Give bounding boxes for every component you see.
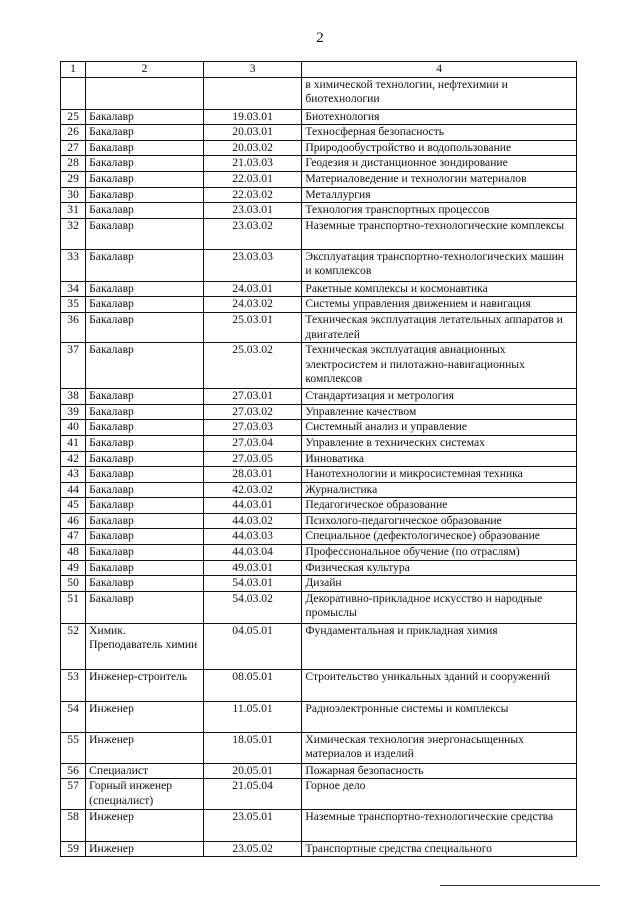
code-cell: 24.03.02 (203, 297, 302, 313)
qualification-cell: Инженер (86, 841, 204, 857)
row-number: 42 (61, 451, 86, 467)
qualification-cell: Бакалавр (86, 482, 204, 498)
qualification-cell: Бакалавр (86, 281, 204, 297)
code-cell: 27.03.02 (203, 404, 302, 420)
table-row (61, 560, 577, 576)
row-number: 27 (61, 140, 86, 156)
row-number: 41 (61, 435, 86, 451)
qualification-cell: Бакалавр (86, 467, 204, 483)
row-number: 31 (61, 203, 86, 219)
code-cell: 04.05.01 (203, 623, 302, 669)
qualification-cell: Бакалавр (86, 249, 204, 281)
program-name-cell: Техническая эксплуатация авиационных электросистем и пилотажно-навигационных комплексов (302, 343, 577, 389)
table-row (61, 623, 577, 669)
code-cell: 11.05.01 (203, 701, 302, 732)
code-cell: 25.03.01 (203, 312, 302, 342)
row-number: 39 (61, 404, 86, 420)
table-row (61, 218, 577, 249)
code-cell: 21.05.04 (203, 779, 302, 809)
qualification-cell: Бакалавр (86, 297, 204, 313)
program-name-cell: Наземные транспортно-технологические средства (302, 809, 577, 841)
row-number: 52 (61, 623, 86, 669)
row-number: 56 (61, 763, 86, 779)
program-name-cell: Стандартизация и метрология (302, 389, 577, 405)
code-cell (203, 77, 302, 109)
code-cell: 54.03.01 (203, 576, 302, 592)
qualification-cell: Бакалавр (86, 187, 204, 203)
program-name-cell: Профессиональное обучение (по отраслям) (302, 545, 577, 561)
code-cell: 19.03.01 (203, 109, 302, 125)
program-name-cell: Материаловедение и технологии материалов (302, 171, 577, 187)
qualification-cell: Бакалавр (86, 576, 204, 592)
code-cell: 44.03.01 (203, 498, 302, 514)
row-number: 46 (61, 513, 86, 529)
qualification-cell: Инженер (86, 732, 204, 763)
table-row (61, 125, 577, 141)
qualification-cell: Бакалавр (86, 529, 204, 545)
table-row (61, 312, 577, 342)
program-name-cell: Специальное (дефектологическое) образование (302, 529, 577, 545)
program-name-cell: в химической технологии, нефтехимии и биотехнологии (302, 77, 577, 109)
column-header-1: 1 (61, 62, 86, 78)
code-cell: 18.05.01 (203, 732, 302, 763)
row-number: 28 (61, 156, 86, 172)
row-number: 40 (61, 420, 86, 436)
program-name-cell: Педагогическое образование (302, 498, 577, 514)
table-row (61, 576, 577, 592)
program-name-cell: Дизайн (302, 576, 577, 592)
code-cell: 44.03.03 (203, 529, 302, 545)
program-name-cell: Фундаментальная и прикладная химия (302, 623, 577, 669)
table-row (61, 109, 577, 125)
qualification-cell: Бакалавр (86, 218, 204, 249)
row-number: 45 (61, 498, 86, 514)
table-row (61, 529, 577, 545)
code-cell: 22.03.01 (203, 171, 302, 187)
program-name-cell: Транспортные средства специального (302, 841, 577, 857)
code-cell: 44.03.02 (203, 513, 302, 529)
row-number: 30 (61, 187, 86, 203)
row-number: 49 (61, 560, 86, 576)
program-name-cell: Пожарная безопасность (302, 763, 577, 779)
qualification-cell: Бакалавр (86, 109, 204, 125)
table-row (61, 389, 577, 405)
qualification-cell: Бакалавр (86, 498, 204, 514)
program-name-cell: Инноватика (302, 451, 577, 467)
code-cell: 23.03.03 (203, 249, 302, 281)
qualification-cell: Бакалавр (86, 560, 204, 576)
qualification-cell: Бакалавр (86, 591, 204, 623)
program-name-cell: Системы управления движением и навигация (302, 297, 577, 313)
code-cell: 23.03.01 (203, 203, 302, 219)
table-row (61, 841, 577, 857)
row-number: 26 (61, 125, 86, 141)
row-number: 36 (61, 312, 86, 342)
row-number: 51 (61, 591, 86, 623)
program-name-cell: Нанотехнологии и микросистемная техника (302, 467, 577, 483)
table-row (61, 763, 577, 779)
row-number: 34 (61, 281, 86, 297)
program-name-cell: Природообустройство и водопользование (302, 140, 577, 156)
table-row (61, 281, 577, 297)
row-number: 38 (61, 389, 86, 405)
bottom-rule (440, 885, 600, 886)
row-number: 32 (61, 218, 86, 249)
table-row (61, 171, 577, 187)
row-number: 59 (61, 841, 86, 857)
row-number: 48 (61, 545, 86, 561)
code-cell: 23.05.01 (203, 809, 302, 841)
code-cell: 42.03.02 (203, 482, 302, 498)
qualification-cell: Бакалавр (86, 343, 204, 389)
table-row (61, 249, 577, 281)
row-number: 57 (61, 779, 86, 809)
column-header-4: 4 (302, 62, 577, 78)
program-name-cell: Биотехнология (302, 109, 577, 125)
program-name-cell: Ракетные комплексы и космонавтика (302, 281, 577, 297)
page-number: 2 (316, 30, 324, 46)
program-name-cell: Управление качеством (302, 404, 577, 420)
table-row (61, 435, 577, 451)
qualification-cell: Бакалавр (86, 404, 204, 420)
code-cell: 27.03.05 (203, 451, 302, 467)
code-cell: 25.03.02 (203, 343, 302, 389)
row-number: 50 (61, 576, 86, 592)
qualification-cell: Инженер (86, 809, 204, 841)
program-name-cell: Радиоэлектронные системы и комплексы (302, 701, 577, 732)
qualification-cell: Бакалавр (86, 140, 204, 156)
code-cell: 24.03.01 (203, 281, 302, 297)
code-cell: 49.03.01 (203, 560, 302, 576)
code-cell: 27.03.01 (203, 389, 302, 405)
table-row (61, 343, 577, 389)
program-name-cell: Строительство уникальных зданий и сооружений (302, 669, 577, 701)
table-row (61, 467, 577, 483)
table-row (61, 187, 577, 203)
table-row (61, 591, 577, 623)
qualification-cell: Горный инженер (специалист) (86, 779, 204, 809)
column-header-2: 2 (86, 62, 204, 78)
qualification-cell: Бакалавр (86, 513, 204, 529)
code-cell: 44.03.04 (203, 545, 302, 561)
program-name-cell: Геодезия и дистанционное зондирование (302, 156, 577, 172)
table-row (61, 156, 577, 172)
program-name-cell: Психолого-педагогическое образование (302, 513, 577, 529)
program-name-cell: Физическая культура (302, 560, 577, 576)
row-number: 44 (61, 482, 86, 498)
row-number: 35 (61, 297, 86, 313)
code-cell: 21.03.03 (203, 156, 302, 172)
row-number: 47 (61, 529, 86, 545)
program-name-cell: Горное дело (302, 779, 577, 809)
qualification-cell: Бакалавр (86, 545, 204, 561)
program-name-cell: Технология транспортных процессов (302, 203, 577, 219)
specialties-table (60, 61, 577, 857)
table-row (61, 420, 577, 436)
qualification-cell: Бакалавр (86, 156, 204, 172)
code-cell: 23.03.02 (203, 218, 302, 249)
table-row (61, 203, 577, 219)
program-name-cell: Металлургия (302, 187, 577, 203)
program-name-cell: Журналистика (302, 482, 577, 498)
table-row (61, 701, 577, 732)
table-row (61, 482, 577, 498)
code-cell: 20.03.02 (203, 140, 302, 156)
code-cell: 23.05.02 (203, 841, 302, 857)
qualification-cell: Инженер (86, 701, 204, 732)
program-name-cell: Наземные транспортно-технологические комплексы (302, 218, 577, 249)
table-row (61, 297, 577, 313)
table-row (61, 779, 577, 809)
table-row (61, 404, 577, 420)
table-row (61, 77, 577, 109)
program-name-cell: Управление в технических системах (302, 435, 577, 451)
qualification-cell: Бакалавр (86, 435, 204, 451)
code-cell: 27.03.04 (203, 435, 302, 451)
code-cell: 28.03.01 (203, 467, 302, 483)
qualification-cell: Бакалавр (86, 312, 204, 342)
row-number: 55 (61, 732, 86, 763)
code-cell: 20.03.01 (203, 125, 302, 141)
table-row (61, 809, 577, 841)
table-row (61, 545, 577, 561)
qualification-cell: Бакалавр (86, 451, 204, 467)
table-body (61, 62, 577, 857)
column-header-3: 3 (203, 62, 302, 78)
qualification-cell: Бакалавр (86, 125, 204, 141)
table-row (61, 732, 577, 763)
table-row (61, 513, 577, 529)
row-number: 53 (61, 669, 86, 701)
qualification-cell: Бакалавр (86, 389, 204, 405)
row-number: 54 (61, 701, 86, 732)
program-name-cell: Системный анализ и управление (302, 420, 577, 436)
program-name-cell: Эксплуатация транспортно-технологических машин и комплексов (302, 249, 577, 281)
row-number: 25 (61, 109, 86, 125)
code-cell: 22.03.02 (203, 187, 302, 203)
code-cell: 20.05.01 (203, 763, 302, 779)
row-number: 29 (61, 171, 86, 187)
code-cell: 08.05.01 (203, 669, 302, 701)
table-row (61, 498, 577, 514)
qualification-cell: Бакалавр (86, 420, 204, 436)
row-number: 43 (61, 467, 86, 483)
program-name-cell: Химическая технология энергонасыщенных материалов и изделий (302, 732, 577, 763)
code-cell: 27.03.03 (203, 420, 302, 436)
qualification-cell: Бакалавр (86, 171, 204, 187)
qualification-cell: Бакалавр (86, 203, 204, 219)
row-number: 58 (61, 809, 86, 841)
table-row (61, 140, 577, 156)
code-cell: 54.03.02 (203, 591, 302, 623)
program-name-cell: Техническая эксплуатация летательных аппаратов и двигателей (302, 312, 577, 342)
table-row (61, 451, 577, 467)
table-row (61, 669, 577, 701)
column-number-row (61, 62, 577, 78)
qualification-cell (86, 77, 204, 109)
row-number: 37 (61, 343, 86, 389)
qualification-cell: Специалист (86, 763, 204, 779)
program-name-cell: Техносферная безопасность (302, 125, 577, 141)
row-number: 33 (61, 249, 86, 281)
program-name-cell: Декоративно-прикладное искусство и народные промыслы (302, 591, 577, 623)
qualification-cell: Инженер-строитель (86, 669, 204, 701)
row-number (61, 77, 86, 109)
qualification-cell: Химик. Преподаватель химии (86, 623, 204, 669)
